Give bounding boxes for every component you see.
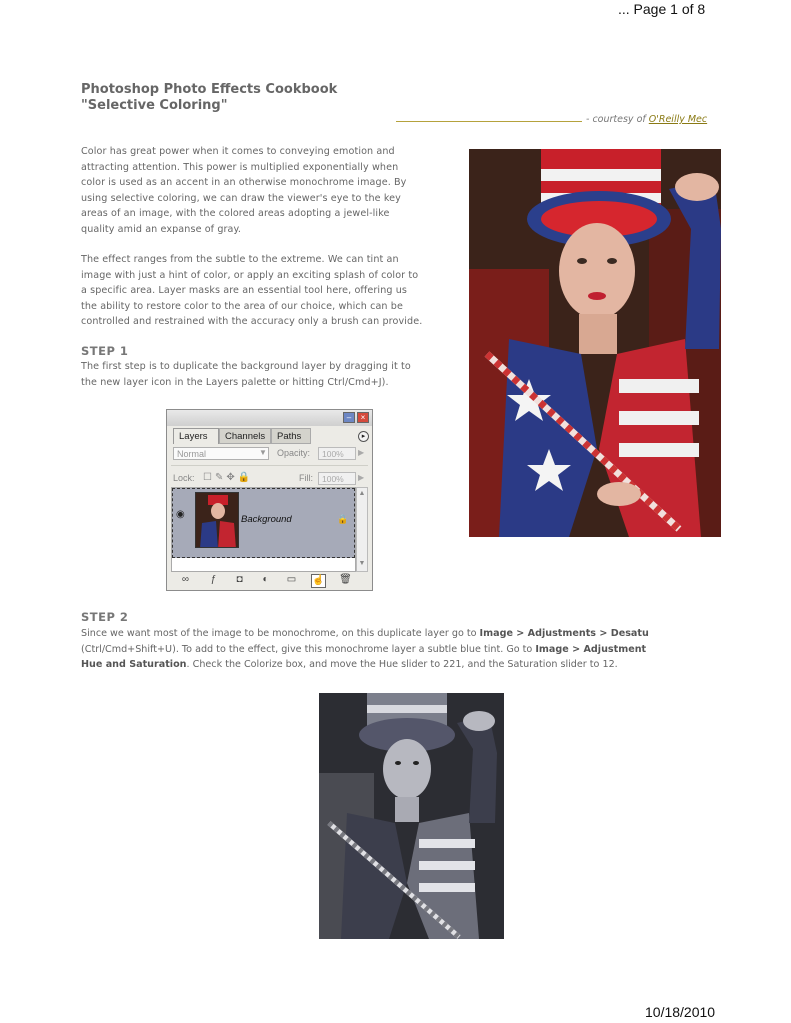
step2-text <box>81 626 722 673</box>
menu-path: Hue and Saturation <box>81 659 187 670</box>
text-line <box>81 642 722 658</box>
tab-paths[interactable]: Paths <box>271 428 311 444</box>
opacity-label: Opacity: <box>277 448 311 458</box>
text-line <box>81 626 722 642</box>
text-line: image with just a hint of color, or apply an exciting splash of color to <box>81 269 419 281</box>
color-photo-illustration <box>469 149 721 537</box>
text-span: . Check the Colorize box, and move the Hue slider to 221, and the Saturation slider to 12. <box>186 659 618 670</box>
layers-palette <box>166 409 373 591</box>
scroll-down-icon[interactable]: ▼ <box>358 560 366 567</box>
text-line: controlled and restrained with the accuracy only a brush can provide. <box>81 316 423 327</box>
palette-menu-icon[interactable]: ▸ <box>358 431 369 442</box>
print-footer-date: 10/18/2010 <box>645 1004 716 1020</box>
text-line: attracting attention. This power is multiplied exponentially when <box>81 161 399 173</box>
text-line: a specific area. Layer masks are an essential tool here, offering us <box>81 285 407 296</box>
palette-titlebar <box>167 410 372 426</box>
thumbnail-illustration <box>196 493 239 548</box>
article-title <box>81 82 337 114</box>
adjustment-layer-icon[interactable]: ◐ <box>262 574 269 585</box>
monochrome-photo <box>319 693 504 939</box>
divider <box>171 465 368 466</box>
new-group-icon[interactable]: ▭ <box>286 574 297 585</box>
courtesy-rule <box>396 121 582 122</box>
text-line: The first step is to duplicate the background layer by dragging it to <box>81 361 411 372</box>
monochrome-photo-illustration <box>319 693 504 939</box>
lock-label: Lock: <box>173 473 195 483</box>
layer-lock-icon: 🔒 <box>337 514 349 524</box>
text-line: the ability to restore color to the area of our choice, which can be <box>81 300 403 312</box>
minimize-icon[interactable]: – <box>343 412 355 423</box>
delete-layer-icon[interactable]: 🗑 <box>339 574 352 585</box>
menu-path: Image > Adjustments > Desatu <box>479 628 649 639</box>
layer-thumbnail <box>195 492 239 548</box>
fill-field[interactable]: 100% <box>318 472 356 485</box>
intro-paragraph-2 <box>81 252 466 330</box>
text-line: Color has great power when it comes to conveying emotion and <box>81 146 395 157</box>
new-layer-icon[interactable]: ☝ <box>312 575 325 586</box>
tab-channels[interactable]: Channels <box>219 428 271 444</box>
text-line: using selective coloring, we can draw the viewer's eye to the key <box>81 192 401 204</box>
text-line: color is used as an accent in an otherwise monochrome image. By <box>81 177 407 188</box>
text-line: areas of an image, with the colored areas adopting a jewel-like <box>81 208 390 219</box>
fill-arrow-icon[interactable]: ▶ <box>358 473 365 482</box>
blend-mode-select[interactable]: Normal <box>173 447 269 460</box>
fill-label: Fill: <box>299 473 313 483</box>
text-line <box>81 657 722 673</box>
title-line-1: Photoshop Photo Effects Cookbook <box>81 82 338 97</box>
layer-list-scrollbar[interactable] <box>356 487 368 572</box>
close-icon[interactable]: × <box>357 412 369 423</box>
intro-paragraph-1 <box>81 144 466 237</box>
courtesy-prefix: - courtesy of <box>586 114 646 125</box>
scroll-up-icon[interactable]: ▲ <box>358 490 366 497</box>
oreilly-link[interactable]: O'Reilly Mec <box>648 114 708 125</box>
layer-name[interactable]: Background <box>241 514 292 525</box>
layer-style-icon[interactable]: ƒ <box>210 574 217 585</box>
text-line: The effect ranges from the subtle to the extreme. We can tint an <box>81 254 399 265</box>
text-line: the new layer icon in the Layers palette or hitting Ctrl/Cmd+J). <box>81 376 389 388</box>
lock-options-icons[interactable]: ☐✎✥🔒 <box>203 472 254 483</box>
step1-text <box>81 359 466 390</box>
layer-row-background[interactable] <box>172 488 355 558</box>
palette-tabs <box>173 428 368 444</box>
text-span: Since we want most of the image to be monochrome, on this duplicate layer go to <box>81 628 480 639</box>
blend-row <box>171 446 368 462</box>
tab-layers[interactable]: Layers <box>173 428 219 444</box>
color-photo <box>469 149 721 537</box>
opacity-arrow-icon[interactable]: ▶ <box>358 448 365 457</box>
opacity-field[interactable]: 100% <box>318 447 356 460</box>
link-layers-icon[interactable]: ∞ <box>181 574 190 585</box>
step1-heading: STEP 1 <box>81 344 129 358</box>
print-header: ... Page 1 of 8 <box>618 1 706 17</box>
step2-heading: STEP 2 <box>81 610 129 624</box>
text-line: quality amid an expanse of gray. <box>81 223 242 235</box>
layer-list <box>171 487 356 572</box>
courtesy-line <box>396 114 722 125</box>
menu-path: Image > Adjustment <box>535 643 647 655</box>
visibility-eye-icon[interactable]: ◉ <box>176 509 185 520</box>
blend-dropdown-icon[interactable]: ▼ <box>259 448 267 457</box>
palette-bottom-bar <box>171 573 368 588</box>
title-line-2: "Selective Coloring" <box>81 98 228 113</box>
add-mask-icon[interactable]: ◘ <box>236 574 243 585</box>
text-span: (Ctrl/Cmd+Shift+U). To add to the effect, give this monochrome layer a subtle blue tint. Go to <box>81 643 536 655</box>
